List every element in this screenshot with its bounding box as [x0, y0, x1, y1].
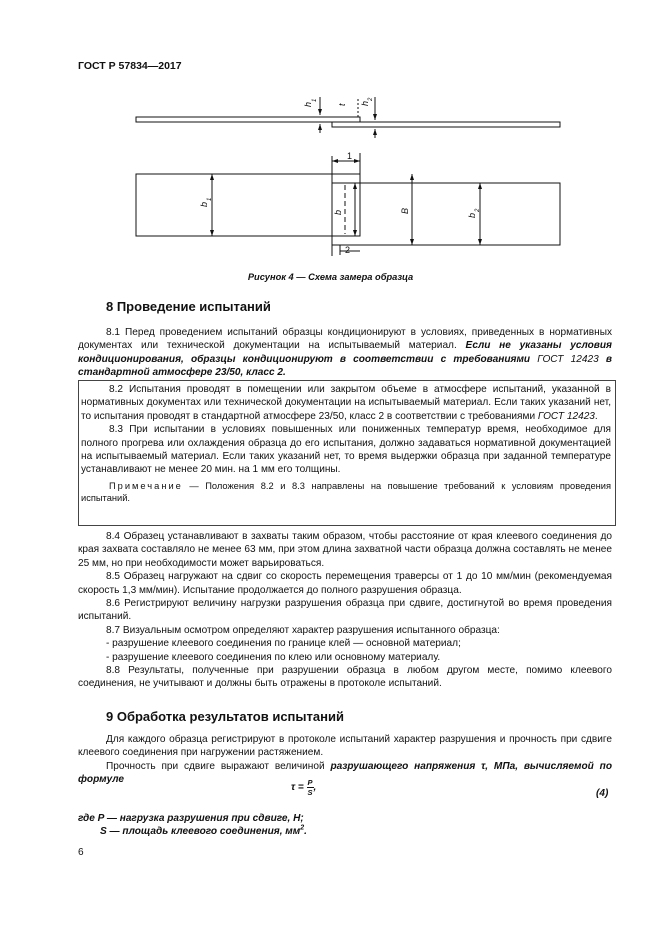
figure-caption: Рисунок 4 — Схема замера образца	[247, 272, 414, 282]
p82-end: .	[594, 410, 598, 422]
equation-number: (4)	[596, 788, 609, 799]
boxed-block	[78, 380, 616, 526]
formula-lhs: τ =	[291, 782, 304, 794]
p92-text: Прочность при сдвиге выражают величиной	[106, 760, 325, 772]
paragraph-8-1	[78, 326, 612, 380]
paragraph-8-5: 8.5 Образец нагружают на сдвиг со скорость перемещения траверсы от 1 до 10 мм/мин (рекомендуемая скорость 1,3 мм/мин). Испытание продолжается до полного разрушения образца.	[78, 571, 612, 596]
b2-sub: 2	[475, 208, 481, 212]
note-text: — Положения 8.2 и 8.3 направлены на повышение требований к условиям проведения испытаний.	[81, 480, 611, 504]
p82-text: 8.2 Испытания проводят в помещении или закрытом объеме в атмосфере испытаний, указанной в нормативных документах или технической документации на испытываемый материал. Если таких указаний нет, то испытания проводят в стандартной атмосфере 23/50, класс 2 в соответствии с требованиями	[81, 384, 611, 422]
paragraph-9-1: Для каждого образца регистрируют в протоколе испытаний характер разрушения и прочность при сдвиге клеевого соединения при нагружении растяжением.	[78, 734, 612, 759]
paragraphs-8-4-to-8-8	[78, 530, 612, 691]
note	[81, 480, 611, 505]
paragraph-8-7: 8.7 Визуальным осмотром определяют характер разрушения испытанного образца:	[106, 624, 500, 636]
paragraph-8-6: 8.6 Регистрируют величину нагрузки разрушения образца при сдвиге, достигнутой во время проведения испытаний.	[78, 598, 612, 623]
b1-sub: 1	[207, 197, 213, 201]
paragraph-8-4: 8.4 Образец устанавливают в захваты таким образом, чтобы расстояние от края клеевого соединения до края захвата составляло не менее 63 мм, при этом длина захватной части образца должна составлять не менее 25 мм, но при необходимости может варьироваться.	[78, 531, 612, 569]
p81-text: 8.1 Перед проведением испытаний образцы кондиционируют в условиях, приведенных в нормативных документах или технической документации на испытываемый материал.	[78, 327, 612, 352]
paragraph-8-3: 8.3 При испытании в условиях повышенных или пониженных температур время, необходимое для полного прогрева или охлаждения образца до его испытания, должно задаваться нормативной документацией на испытываемый материал. Если таких указаний нет, то время выдержки образца при заданной температуре устанавливают не менее 20 мин. на 1 мм его толщины.	[81, 424, 611, 476]
legend-line-1: где P — нагрузка разрушения при сдвиге, Н;	[78, 813, 304, 824]
formula-numerator: P	[307, 778, 313, 787]
b2-label: b	[467, 212, 477, 218]
legend-line-2-text: S — площадь клеевого соединения, мм	[100, 826, 301, 838]
dim-1-label: 1	[347, 151, 353, 161]
formula-denominator: S	[307, 788, 313, 797]
paragraph-9-2	[78, 760, 612, 787]
formula-fraction	[307, 778, 314, 797]
h1-sub: 1	[312, 98, 318, 102]
b-label: b	[333, 209, 343, 215]
p81-bold-italic-2: в стандартной атмосфере 23/50, класс 2.	[78, 353, 612, 379]
legend-line-2-sup: 2	[300, 825, 305, 833]
p81-bold-italic-1: Если не указаны условия кондиционирования, образцы кондиционируют в соответствии с требованиями	[78, 340, 612, 365]
paragraph-8-2	[81, 383, 611, 423]
t-label: t	[337, 103, 347, 106]
h2-sub: 2	[368, 97, 374, 101]
formula-legend	[78, 812, 307, 839]
list-item-8-7-b: - разрушение клеевого соединения по клею или основному материалу.	[106, 651, 441, 663]
page-number: 6	[78, 847, 84, 858]
h1-label: h	[303, 101, 313, 107]
section-9-title: 9 Обработка результатов испытаний	[106, 709, 344, 724]
formula-4	[291, 778, 316, 797]
specimen-diagram	[0, 0, 661, 290]
section-9-body	[78, 733, 612, 787]
note-label: Примечание	[109, 480, 183, 491]
list-item-8-7-a: - разрушение клеевого соединения по границе клей — основной материал;	[106, 638, 461, 650]
p82-reference: ГОСТ 12423	[537, 410, 595, 422]
dim-2-label: 2	[345, 245, 351, 255]
standard-header: ГОСТ Р 57834—2017	[78, 60, 182, 72]
p92-bold-italic: разрушающего напряжения τ, МПа, вычисляемой по формуле	[78, 760, 612, 786]
h2-label: h	[360, 100, 370, 106]
paragraph-8-8: 8.8 Результаты, полученные при разрушении образца в любом другом месте, помимо клеевого соединения, не учитывают и должны быть отражены в протоколе испытаний.	[78, 665, 612, 690]
B-label: B	[400, 207, 410, 214]
p81-reference: ГОСТ 12423	[537, 353, 599, 365]
legend-line-2	[78, 825, 307, 838]
section-8-title: 8 Проведение испытаний	[106, 299, 271, 314]
b1-label: b	[199, 201, 209, 207]
legend-line-2-end: .	[304, 826, 307, 838]
formula-tail: ,	[313, 782, 317, 794]
